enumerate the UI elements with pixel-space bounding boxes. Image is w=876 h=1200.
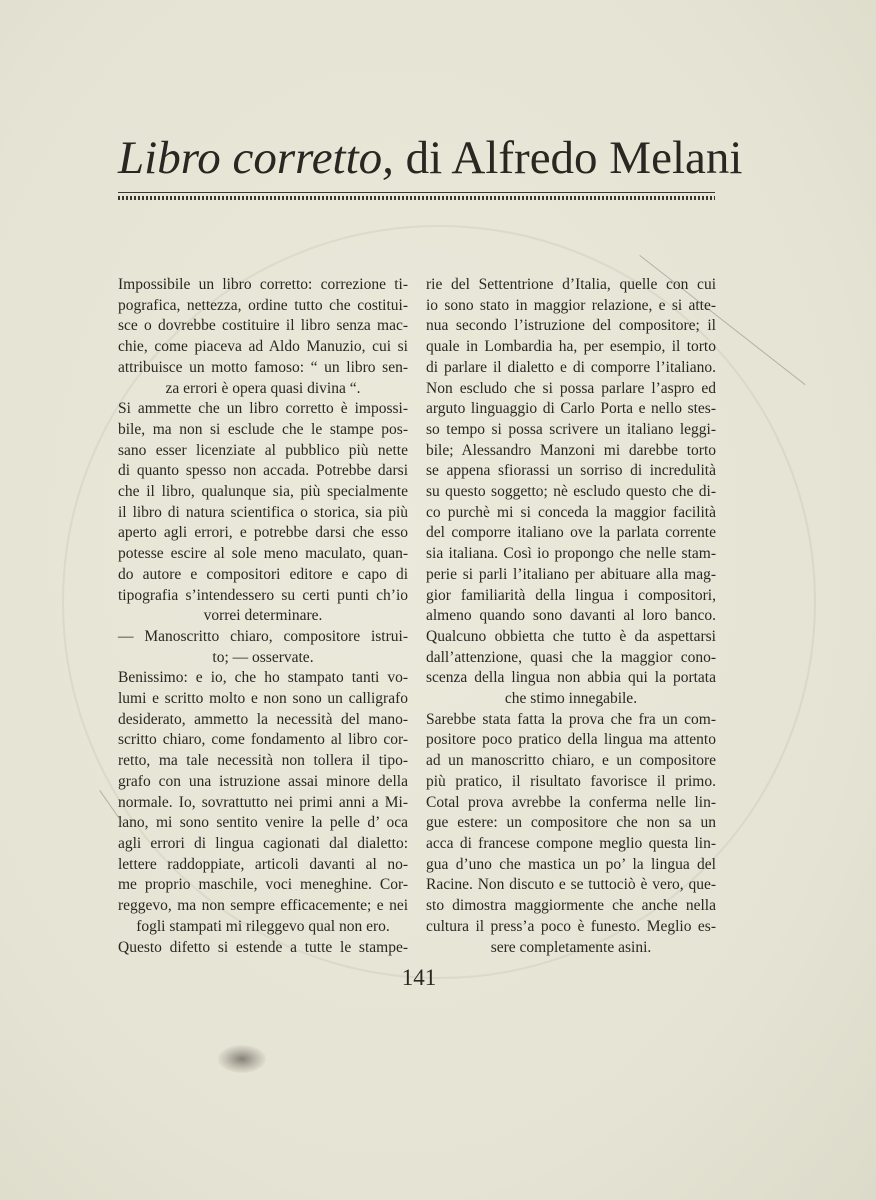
title-italic: Libro corretto,	[118, 132, 394, 184]
left-column-line: reggevo, ma non sempre efficacemente; e nei	[118, 897, 408, 915]
right-column-line: perie si parli l’italiano per abituare alla mag-	[426, 565, 716, 583]
article-title	[118, 128, 743, 188]
right-column-line: più pratico, il risultato favorisce il primo.	[426, 772, 716, 790]
left-column-line: sce o dovrebbe costituire il libro senza mac-	[118, 317, 408, 335]
left-column-line: vorrei determinare.	[203, 607, 323, 625]
left-column-line: bile, ma non si esclude che le stampe pos-	[118, 420, 408, 438]
left-column-line: me proprio maschile, voci meneghine. Cor-	[118, 876, 408, 894]
right-column-line: gua d’uno che mastica un po’ la lingua del	[426, 855, 716, 873]
left-column-line: lumi e scritto molto e non sono un calligrafo	[118, 690, 408, 708]
right-column-line: quale in Lombardia ha, per esempio, il torto	[426, 338, 716, 356]
left-column-line: Impossibile un libro corretto: correzione ti-	[118, 276, 408, 293]
title-rule	[118, 192, 715, 193]
right-column-line: arguto linguaggio di Carlo Porta e nello stes-	[426, 400, 716, 418]
right-column-line: Sarebbe stata fatta la prova che fra un com-	[426, 710, 716, 728]
right-column-line: so tempo si possa scrivere un italiano leggi-	[426, 420, 716, 438]
left-column-line: aperto agli errori, e potrebbe darsi che esso	[118, 524, 408, 542]
left-column-line: agli errori di lingua cagionati dal dialetto:	[118, 834, 408, 852]
right-column-line: Non escludo che si possa parlare l’aspro ed	[426, 379, 716, 397]
left-column-line: za errori è opera quasi divina “.	[165, 379, 361, 397]
left-column-line: che il libro, qualunque sia, più specialmente	[118, 483, 408, 501]
left-column-line: potesse escire al sole meno maculato, quan-	[118, 545, 408, 563]
left-column-line: sano esser licenziate al pubblico più nette	[118, 441, 408, 459]
right-column-line: almeno quando sono davanti al loro banco.	[426, 607, 716, 625]
left-column-line: desiderato, ammetto la necessità del mano-	[118, 710, 408, 728]
right-column-line: cultura il press’a poco è funesto. Meglio es-	[426, 917, 716, 935]
right-column-line: ad un manoscritto chiaro, e un compositore	[426, 752, 716, 770]
right-column-line: gue estere: un compositore che non sa un	[426, 814, 716, 832]
right-column-line: acca di francese compone meglio questa lin-	[426, 834, 716, 852]
right-column-line: io sono stato in maggior relazione, e si atte-	[426, 296, 716, 314]
left-column-line: chie, come piaceva ad Aldo Manuzio, cui si	[118, 338, 408, 356]
left-column-line: normale. Io, sovrattutto nei primi anni a Mi-	[118, 793, 408, 811]
right-column-line: sto dimostra maggiormente che anche nella	[426, 897, 716, 915]
right-column-line: dall’attenzione, quasi che la maggior cono-	[426, 648, 716, 666]
right-column-line: Qualcuno obbietta che tutto è da aspettarsi	[426, 627, 716, 645]
left-column-line: pografica, nettezza, ordine tutto che costitui-	[118, 296, 408, 314]
right-column-line: di parlare il dialetto e di comporre l’italiano.	[426, 358, 716, 376]
left-column-line: Benissimo: e io, che ho stampato tanti vo-	[118, 669, 408, 687]
page-number: 141	[401, 965, 437, 990]
right-column-line: gior familiarità della lingua i compositori,	[426, 586, 716, 604]
title-dotted-rule	[118, 196, 715, 200]
left-column-line: do autore e compositori editore e capo di	[118, 565, 408, 583]
right-column-line: rie del Settentrione d’Italia, quelle con cui	[426, 276, 716, 293]
left-column-line: to; — osservate.	[212, 648, 314, 666]
right-column-line: positore poco pratico della lingua ma attento	[426, 731, 716, 749]
left-column-line: grafo con una istruzione assai minore della	[118, 772, 408, 790]
right-column-line: del comporre italiano ove la parlata corrente	[426, 524, 716, 542]
right-column-line: sere completamente asini.	[490, 938, 652, 956]
left-text-column	[118, 275, 408, 958]
left-column-line: fogli stampati mi rileggevo qual non ero.	[136, 917, 390, 935]
right-column-line: sia italiana. Così io propongo che nelle stam-	[426, 545, 716, 563]
right-column-line: Cotal prova avrebbe la conferma nelle lin-	[426, 793, 716, 811]
right-text-column	[426, 275, 716, 958]
right-column-line: bile; Alessandro Manzoni mi darebbe torto	[426, 441, 716, 459]
right-column-line: scenza della lingua non abbia qui la portata	[426, 669, 716, 687]
right-column-line: co purchè mi si conceda la maggior facilità	[426, 503, 716, 521]
right-column-line: che stimo innegabile.	[504, 690, 638, 708]
right-column-line: su questo soggetto; nè escludo questo che di-	[426, 483, 716, 501]
left-column-line: scritto chiaro, come fondamento al libro cor-	[118, 731, 408, 749]
left-column-line: Questo difetto si estende a tutte le stampe-	[118, 938, 408, 956]
right-column-line: Racine. Non discuto e se tuttociò è vero, que-	[426, 876, 716, 894]
left-column-line: lano, mi sono sentito venire la pelle d’ oca	[118, 814, 408, 832]
left-column-line: tipografia s’intendessero su certi punti ch’io	[118, 586, 408, 604]
left-column-line: di quanto spesso non accada. Potrebbe darsi	[118, 462, 408, 480]
left-column-line: il libro di natura scientifica o storica, sia più	[118, 503, 408, 521]
left-column-line: Si ammette che un libro corretto è impossi-	[118, 400, 408, 418]
title-author: di Alfredo Melani	[393, 132, 743, 184]
left-column-line: — Manoscritto chiaro, compositore istrui-	[118, 627, 408, 645]
right-column-line: nua secondo l’istruzione del compositore; il	[426, 317, 716, 335]
left-column-line: attribuisce un motto famoso: “ un libro sen-	[118, 358, 408, 376]
ink-smudge	[218, 1045, 266, 1073]
left-column-line: lettere raddoppiate, articoli davanti al no-	[118, 855, 408, 873]
left-column-line: retto, ma tale necessità non tollera il tipo-	[118, 752, 408, 770]
right-column-line: se appena sfiorassi un sorriso di incredulità	[426, 462, 716, 480]
